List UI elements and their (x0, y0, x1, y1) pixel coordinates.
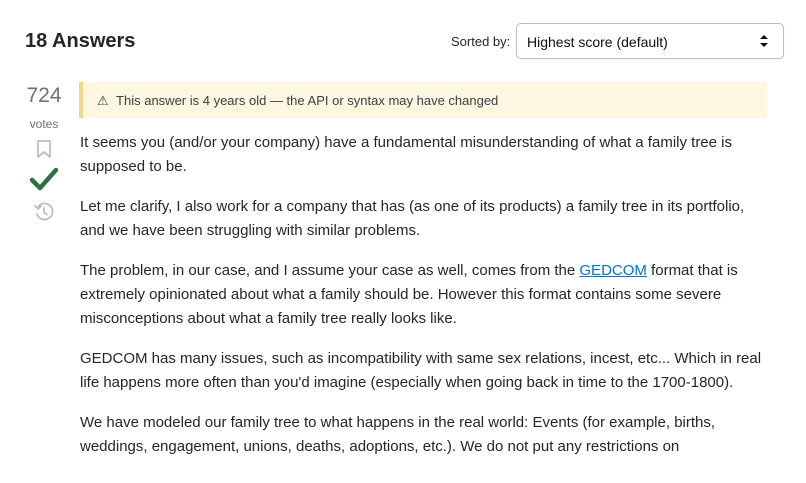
warning-icon: ⚠ (97, 93, 109, 108)
votes-label: votes (29, 117, 59, 131)
answer-paragraph (80, 259, 770, 331)
vote-score: 724 (26, 84, 62, 107)
gedcom-link[interactable]: GEDCOM (579, 262, 647, 279)
history-icon[interactable] (33, 201, 55, 223)
answers-header (25, 22, 785, 62)
answer-paragraph: GEDCOM has many issues, such as incompatibility with same sex relations, incest, etc... Which in real life happens more often than you'd imagine (especially when going back in time to the 1700-1800). (80, 350, 762, 391)
vote-column (20, 84, 68, 223)
answer-text: format that is extremely opinionated about what a family should be. However this format contains some severe misconceptions about what a family tree really looks like. (80, 262, 738, 327)
sort-selected-value: Highest score (default) (527, 34, 668, 50)
answer-paragraph: It seems you (and/or your company) have a fundamental misunderstanding of what a family tree is supposed to be. (80, 134, 732, 175)
answers-count: 18 Answers (25, 30, 136, 52)
sort-label: Sorted by: (451, 34, 511, 49)
sort-dropdown[interactable] (516, 23, 784, 59)
chevron-up-down-icon (759, 33, 769, 49)
answer-paragraph: Let me clarify, I also work for a company that has (as one of its products) a family tree in its portfolio, and we have been struggling with similar problems. (80, 198, 745, 239)
age-warning-notice (79, 82, 767, 118)
bookmark-icon[interactable] (35, 139, 53, 159)
accepted-checkmark-icon (29, 165, 59, 193)
answer-paragraph: We have modeled our family tree to what happens in the real world: Events (for example, births, weddings, engagement, unions, deaths, adoptions, etc.). We do not put any restrictions on (80, 414, 716, 455)
answer-text: The problem, in our case, and I assume your case as well, comes from the (80, 262, 580, 279)
age-warning-text: This answer is 4 years old — the API or syntax may have changed (116, 93, 499, 108)
answer-body (80, 131, 770, 475)
